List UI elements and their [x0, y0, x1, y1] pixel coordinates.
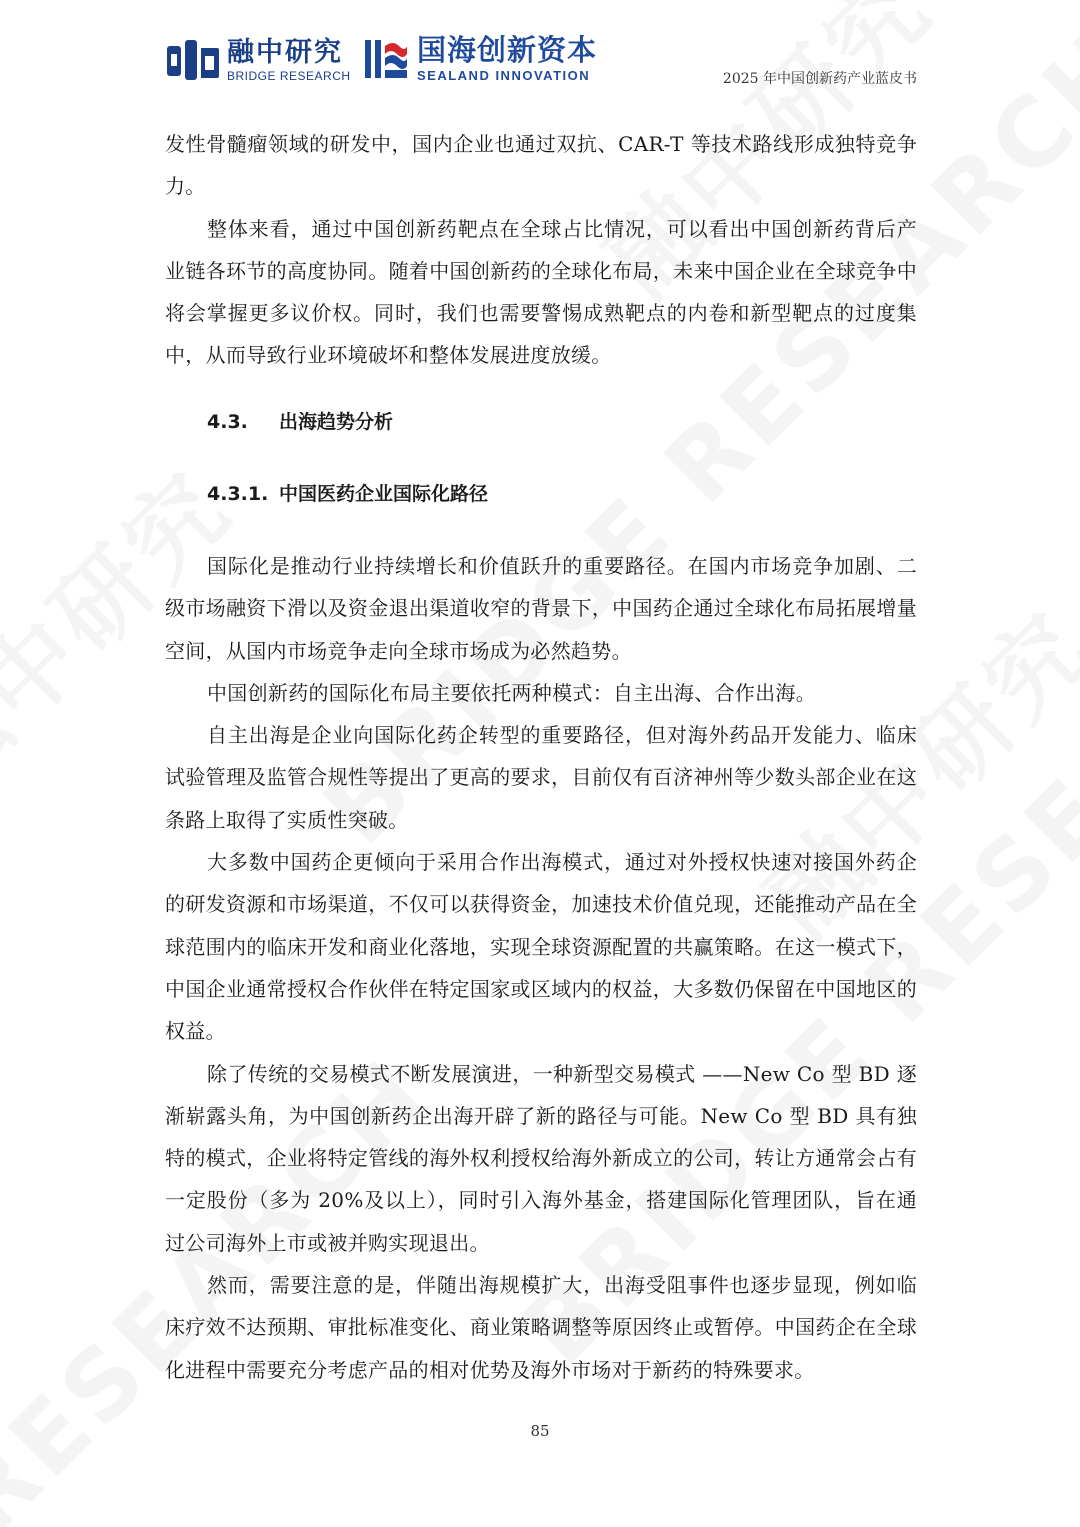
- paragraph: 中国创新药的国际化布局主要依托两种模式：自主出海、合作出海。: [207, 680, 816, 705]
- paragraph: 大多数中国药企更倾向于采用合作出海模式，通过对外授权快速对接国外药企的研发资源和市场渠道，不仅可以获得资金，加速技术价值兑现，还能推动产品在全球范围内的临床开发和商业化落地，实现全球资源配置的共赢策略。在这一模式下，中国企业通常授权合作伙伴在特定国家或区域内的权益，大多数仍保留在中国地区的权益。: [165, 850, 917, 1044]
- paragraph: 整体来看，通过中国创新药靶点在全球占比情况，可以看出中国创新药背后产业链各环节的高度协同。随着中国创新药的全球化布局，未来中国企业在全球竞争中将会掌握更多议价权。同时，我们也需要警惕成熟靶点的内卷和新型靶点的过度集中，从而导致行业环境破坏和整体发展进度放缓。: [165, 216, 917, 368]
- paragraph: 发性骨髓瘤领域的研发中，国内企业也通过双抗、CAR-T 等技术路线形成独特竞争力。: [165, 132, 917, 199]
- document-title: 2025 年中国创新药产业蓝皮书: [722, 71, 917, 87]
- body-text-main: [165, 545, 917, 1391]
- paragraph: 自主出海是企业向国际化药企转型的重要路径，但对海外药品开发能力、临床试验管理及监管合规性等提出了更高的要求，目前仅有百济神州等少数头部企业在这条路上取得了实质性突破。: [165, 723, 917, 832]
- paragraph: 然而，需要注意的是，伴随出海规模扩大，出海受阻事件也逐步显现，例如临床疗效不达预期、审批标准变化、商业策略调整等原因终止或暂停。中国药企在全球化进程中需要充分考虑产品的相对优势及海外市场对于新药的特殊要求。: [165, 1273, 917, 1382]
- sealand-logo-cn: 国海创新资本: [417, 33, 598, 67]
- bridge-research-logo: [165, 36, 351, 84]
- bridge-logo-en: BRIDGE RESEARCH: [227, 68, 351, 83]
- subsection-title: 中国医药企业国际化路径: [279, 483, 489, 505]
- bridge-logo-cn: 融中研究: [227, 36, 343, 68]
- bridge-logo-icon: [165, 38, 221, 82]
- body-text-top: [165, 123, 917, 377]
- page-header: [165, 30, 917, 90]
- sealand-innovation-logo: [363, 34, 597, 84]
- subsection-number: 4.3.1.: [207, 483, 269, 505]
- sealand-logo-en: SEALAND INNOVATION: [417, 68, 591, 83]
- paragraph: 国际化是推动行业持续增长和价值跃升的重要路径。在国内市场竞争加剧、二级市场融资下滑以及资金退出渠道收窄的背景下，中国药企通过全球化布局拓展增量空间，从国内市场竞争走向全球市场成为必然趋势。: [165, 554, 917, 663]
- section-number: 4.3.: [207, 411, 248, 433]
- paragraph: 除了传统的交易模式不断发展演进，一种新型交易模式 ——New Co 型 BD 逐渐崭露头角，为中国创新药企出海开辟了新的路径与可能。New Co 型 BD 具有独特的模式，企业将特定管线的海外权利授权给海外新成立的公司，转让方通常会占有一定股份（多为 20%及以上），同时引入海外基金，搭建国际化管理团队，旨在通过公司海外上市或被并购实现退出。: [165, 1061, 917, 1255]
- section-title: 出海趋势分析: [279, 411, 394, 433]
- section-heading: [207, 407, 393, 434]
- sealand-logo-icon: [363, 36, 409, 82]
- page-number: 85: [530, 1422, 550, 1440]
- subsection-heading: [207, 479, 488, 506]
